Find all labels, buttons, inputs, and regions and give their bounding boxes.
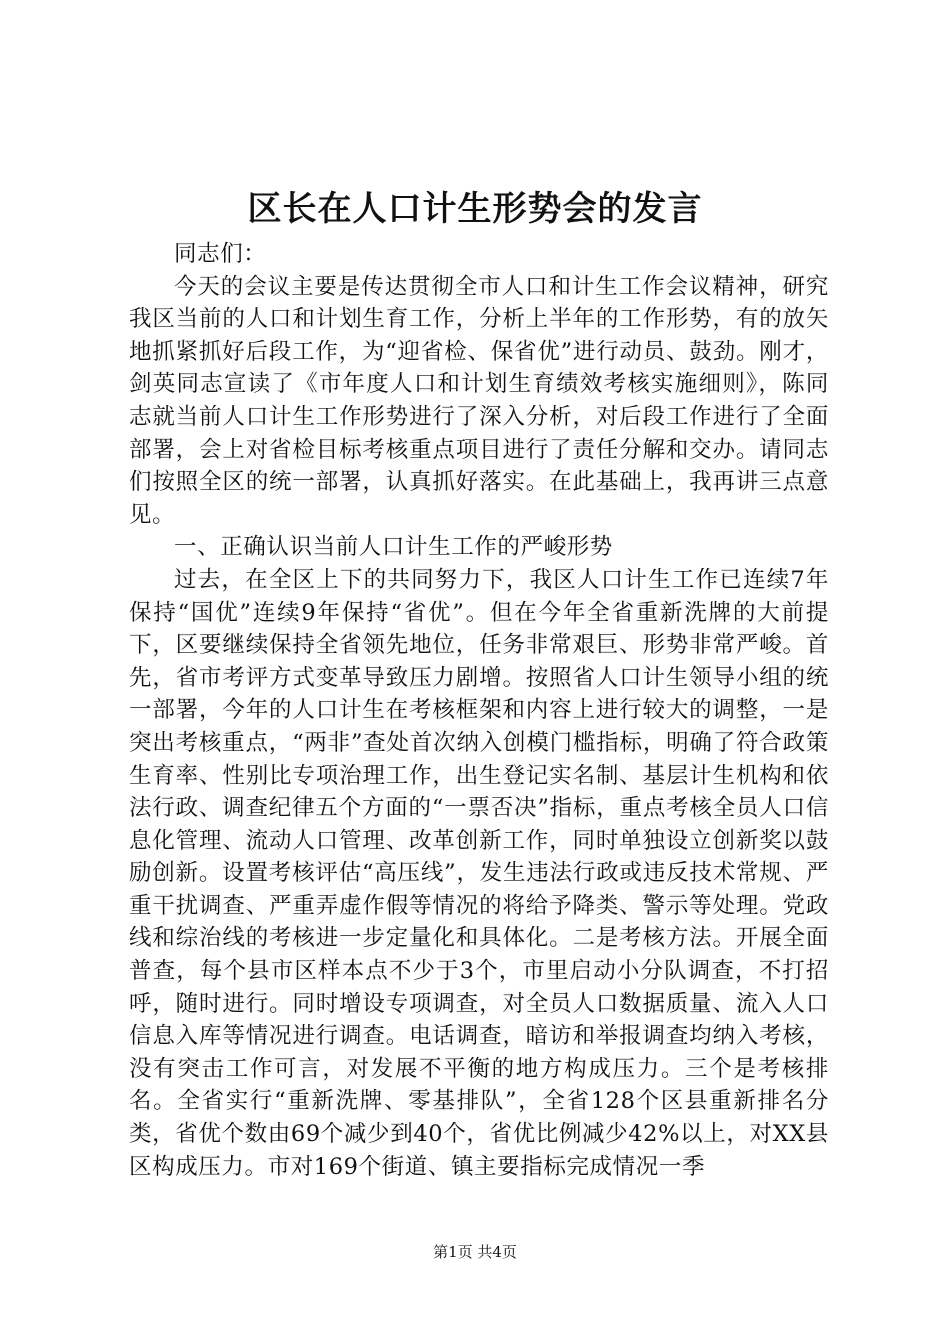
salutation-paragraph: 同志们： [174, 241, 267, 267]
body-paragraph: 过去，在全区上下的共同努力下，我区人口计生工作已连续7年保持“国优”连续9年保持“省优”。但在今年全省重新洗牌的大前提下，区要继续保持全省领先地位，任务非常艰巨、形势非常严峻。首先，省市考评方式变革导致压力剧增。按照省人口计生领导小组的统一部署，今年的人口计生在考核框架和内容上进行较大的调整，一是突出考核重点，“两非”查处首次纳入创模门槛指标，明确了符合政策生育率、性别比专项治理工作，出生登记实名制、基层计生机构和依法行政、调查纪律五个方面的“一票否决”指标，重点考核全员人口信息化管理、流动人口管理、改革创新工作，同时单独设立创新奖以鼓励创新。设置考核评估“高压线”，发生违法行政或违反技术常规、严重干扰调查、严重弄虚作假等情况的将给予降类、警示等处理。党政线和综治线的考核进一步定量化和具体化。二是考核方法。开展全面普查，每个县市区样本点不少于3个，市里启动小分队调查，不打招呼，随时进行。同时增设专项调查，对全员人口数据质量、流入人口信息入库等情况进行调查。电话调查，暗访和举报调查均纳入考核，没有突击工作可言，对发展不平衡的地方构成压力。三个是考核排名。全省实行“重新洗牌、零基排队”，全省128个区县重新排名分类，省优个数由69个减少到40个，省优比例减少42%以上，对XX县区构成压力。市对169个街道、镇主要指标完成情况一季 [129, 566, 829, 1180]
intro-paragraph: 今天的会议主要是传达贯彻全市人口和计生工作会议精神，研究我区当前的人口和计划生育工作，分析上半年的工作形势，有的放矢地抓紧抓好后段工作，为“迎省检、保省优”进行动员、鼓劲。刚才，剑英同志宣读了《市年度人口和计划生育绩效考核实施细则》，陈同志就当前人口计生工作形势进行了深入分析，对后段工作进行了全面部署，会上对省检目标考核重点项目进行了责任分解和交办。请同志们按照全区的统一部署，认真抓好落实。在此基础上，我再讲三点意见。 [129, 273, 829, 528]
page-footer: 第1页 共4页 [433, 1243, 517, 1261]
section-heading: 一、正确认识当前人口计生工作的严峻形势 [174, 534, 613, 561]
page-title: 区长在人口计生形势会的发言 [247, 189, 703, 229]
document-body [129, 238, 829, 1183]
